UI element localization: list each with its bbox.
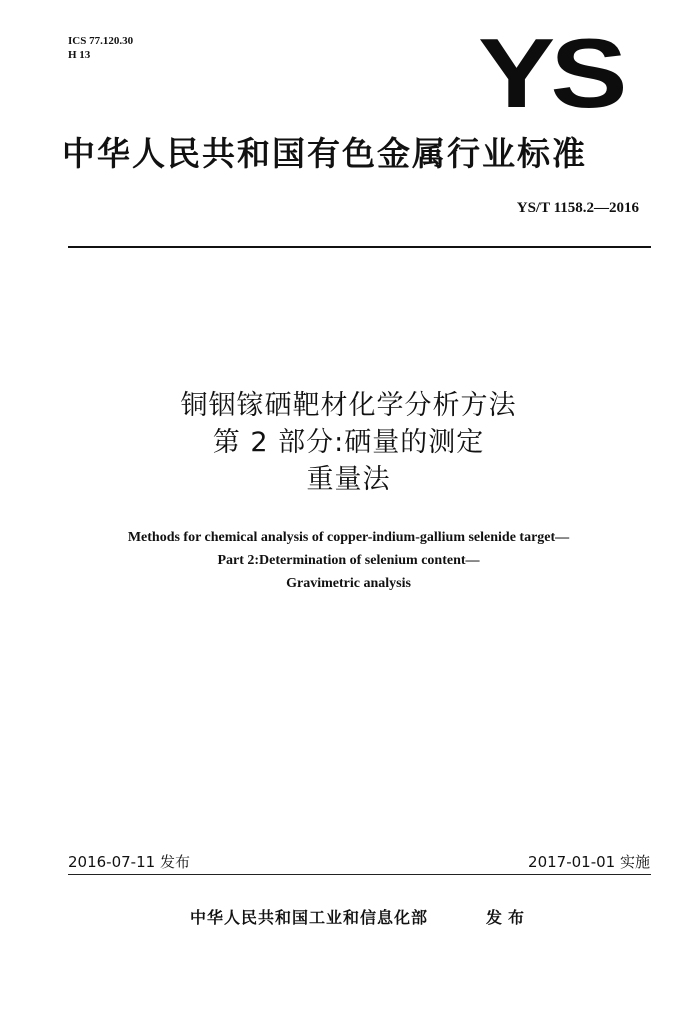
issue-label: 发布: [486, 908, 531, 927]
english-title-line-2: Part 2:Determination of selenium content—: [217, 553, 480, 568]
ics-code: ICS 77.120.30: [68, 35, 134, 47]
top-divider: [68, 246, 651, 248]
ys-logo: YS: [478, 18, 623, 128]
classification-codes: [68, 34, 133, 62]
industry-standard-heading: 中华人民共和国有色金属行业标准: [62, 134, 587, 173]
english-title-line-1: Methods for chemical analysis of copper-indium-gallium selenide target—: [127, 530, 570, 545]
implementation-date: 2017-01-01 实施: [528, 853, 650, 871]
chinese-title-line-3: 重量法: [306, 464, 391, 495]
issuing-authority: 中华人民共和国工业和信息化部: [190, 908, 429, 927]
standard-code: YS/T 1158.2—2016: [516, 200, 639, 216]
chinese-title-line-1: 铜铟镓硒靶材化学分析方法: [180, 390, 517, 421]
bottom-divider: [68, 874, 651, 875]
publish-date: 2016-07-11 发布: [68, 853, 190, 871]
english-title-line-3: Gravimetric analysis: [286, 576, 411, 591]
ccs-code: H 13: [68, 49, 91, 61]
chinese-title-line-2: 第 2 部分:硒量的测定: [212, 427, 485, 458]
